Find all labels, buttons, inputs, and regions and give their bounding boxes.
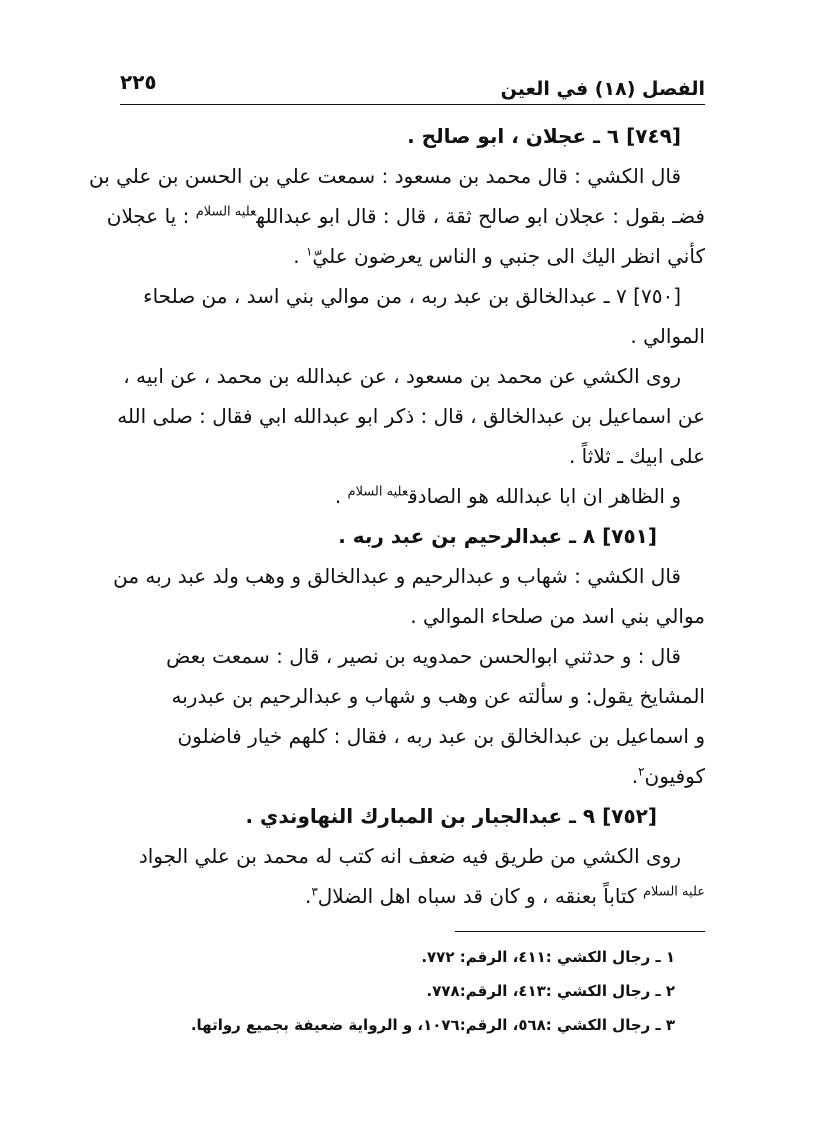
text-span: . — [293, 244, 300, 268]
text-line: و اسماعيل بن عبدالخالق بن عبد ربه ، فقال : كلهم خيار فاضلون — [177, 724, 705, 748]
footnote-ref-1[interactable]: ١ — [305, 244, 313, 259]
body-text — [88, 116, 705, 916]
text-line: قال الكشي : قال محمد بن مسعود : سمعت علي بن الحسن بن علي بن — [88, 164, 681, 188]
text-span: كأني انظر اليك الى جنبي و الناس يعرضون عليّ — [312, 244, 705, 268]
honorific-mark: عليه السلام — [347, 484, 409, 500]
footnote-ref-2[interactable]: ٢ — [638, 764, 645, 779]
footnote-ref-3[interactable]: ٣ — [311, 884, 318, 899]
text-span: كتاباً بعنقه ، و كان قد سباه اهل الضلال — [317, 884, 637, 908]
page-number: ٢٢٥ — [120, 70, 157, 94]
text-span: . — [334, 484, 342, 508]
chapter-title: الفصل (١٨) في العين — [500, 78, 705, 100]
text-line — [120, 476, 705, 516]
text-line — [120, 876, 705, 916]
text-line: على ابيك ـ ثلاثاً . — [568, 444, 705, 468]
entry-heading-751: [٧٥١] ٨ ـ عبدالرحيم بن عبد ربه . — [338, 524, 657, 548]
text-line — [106, 196, 705, 236]
honorific-mark: عليه السلام — [642, 884, 705, 900]
entry-heading-749: [٧٤٩] ٦ ـ عجلان ، ابو صالح . — [407, 124, 681, 148]
honorific-mark: عليه السلام — [195, 204, 257, 220]
text-line: الموالي . — [630, 324, 705, 348]
header-rule — [120, 104, 705, 105]
text-span: كوفيون — [644, 764, 705, 788]
text-line — [120, 236, 705, 276]
text-line — [120, 756, 705, 796]
entry-heading-752: [٧٥٢] ٩ ـ عبدالجبار بن المبارك النهاوندي . — [245, 804, 657, 828]
footnote-3: ٣ ـ رجال الكشي :٥٦٨، الرقم:١٠٧٦، و الرواية ضعيفة بجميع رواتها. — [190, 1016, 675, 1034]
text-line: المشايخ يقول: و سألته عن وهب و شهاب و عبدالرحيم بن عبدربه — [171, 684, 705, 708]
text-span: : يا عجلان — [106, 204, 190, 228]
entry-heading-750: [٧٥٠] ٧ ـ عبدالخالق بن عبد ربه ، من موالي بني اسد ، من صلحاء — [143, 284, 681, 308]
footnote-rule — [455, 931, 705, 932]
footnote-1: ١ ـ رجال الكشي :٤١١، الرقم: ٧٧٢. — [421, 948, 675, 966]
text-line: روى الكشي عن محمد بن مسعود ، عن عبدالله بن محمد ، عن ابيه ، — [123, 364, 681, 388]
text-span: فضـ بقول : عجلان ابو صالح ثقة ، قال : قال ابو عبدالله — [256, 204, 705, 228]
text-line: موالي بني اسد من صلحاء الموالي . — [410, 604, 705, 628]
text-line: عن اسماعيل بن عبدالخالق ، قال : ذكر ابو عبدالله ابي فقال : صلى الله — [117, 404, 705, 428]
text-line: قال الكشي : شهاب و عبدالرحيم و عبدالخالق و وهب ولد عبد ربه من — [113, 564, 681, 588]
text-span: . — [304, 884, 312, 908]
text-line: روى الكشي من طريق فيه ضعف انه كتب له محمد بن علي الجواد — [138, 844, 681, 868]
footnotes — [155, 940, 675, 1042]
text-span: . — [631, 764, 639, 788]
page-header — [120, 70, 705, 102]
text-line: قال : و حدثني ابوالحسن حمدويه بن نصير ، قال : سمعت بعض — [166, 644, 681, 668]
text-span: و الظاهر ان ابا عبدالله هو الصادق — [408, 484, 681, 508]
footnote-2: ٢ ـ رجال الكشي :٤١٣، الرقم:٧٧٨. — [426, 982, 675, 1000]
